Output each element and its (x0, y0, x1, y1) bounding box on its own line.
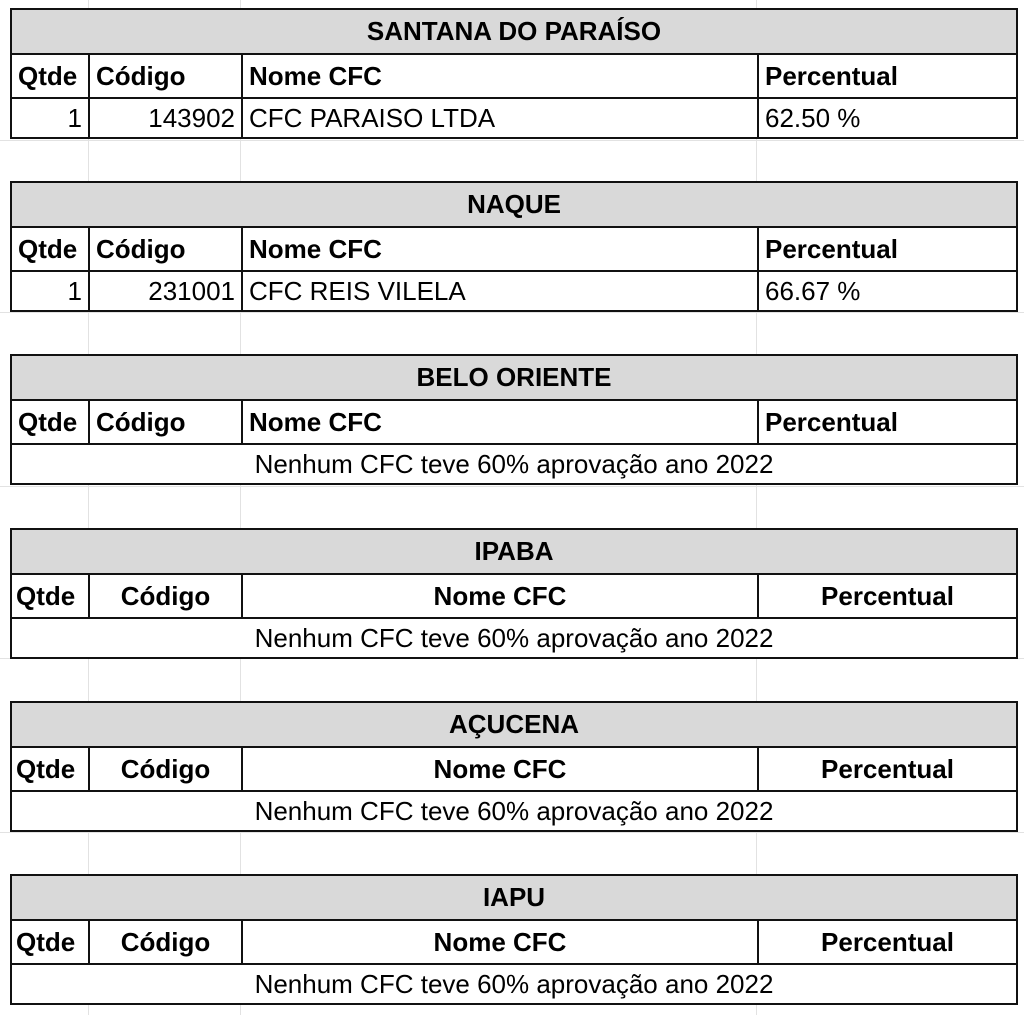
city-table-santana (10, 8, 1016, 137)
cell-codigo[interactable]: 143902 (89, 98, 242, 138)
cell-qtde[interactable]: 1 (11, 98, 89, 138)
gridline (0, 312, 1024, 313)
header-qtde[interactable]: Qtde (11, 747, 89, 791)
header-codigo[interactable]: Código (89, 400, 242, 444)
header-nome[interactable]: Nome CFC (242, 227, 758, 271)
city-title[interactable]: IPABA (11, 529, 1017, 574)
header-percentual[interactable]: Percentual (758, 400, 1017, 444)
header-percentual[interactable]: Percentual (758, 574, 1017, 618)
cell-codigo[interactable]: 231001 (89, 271, 242, 311)
no-result-message[interactable]: Nenhum CFC teve 60% aprovação ano 2022 (11, 791, 1017, 831)
city-title[interactable]: SANTANA DO PARAÍSO (11, 9, 1017, 54)
no-result-message[interactable]: Nenhum CFC teve 60% aprovação ano 2022 (11, 618, 1017, 658)
header-qtde[interactable]: Qtde (11, 54, 89, 98)
header-percentual[interactable]: Percentual (758, 920, 1017, 964)
header-nome[interactable]: Nome CFC (242, 54, 758, 98)
city-table-iapu (10, 874, 1016, 1003)
gridline (0, 832, 1024, 833)
city-title[interactable]: AÇUCENA (11, 702, 1017, 747)
cell-nome[interactable]: CFC REIS VILELA (242, 271, 758, 311)
no-result-message[interactable]: Nenhum CFC teve 60% aprovação ano 2022 (11, 444, 1017, 484)
header-qtde[interactable]: Qtde (11, 400, 89, 444)
header-codigo[interactable]: Código (89, 574, 242, 618)
cell-percentual[interactable]: 66.67 % (758, 271, 1017, 311)
city-title[interactable]: BELO ORIENTE (11, 355, 1017, 400)
gridline (240, 0, 241, 1015)
header-codigo[interactable]: Código (89, 747, 242, 791)
header-codigo[interactable]: Código (89, 227, 242, 271)
header-nome[interactable]: Nome CFC (242, 920, 758, 964)
gridline (756, 0, 757, 1015)
header-percentual[interactable]: Percentual (758, 227, 1017, 271)
header-codigo[interactable]: Código (89, 54, 242, 98)
cell-qtde[interactable]: 1 (11, 271, 89, 311)
header-percentual[interactable]: Percentual (758, 747, 1017, 791)
header-qtde[interactable]: Qtde (11, 920, 89, 964)
header-nome[interactable]: Nome CFC (242, 400, 758, 444)
header-percentual[interactable]: Percentual (758, 54, 1017, 98)
gridline (88, 0, 89, 1015)
cell-nome[interactable]: CFC PARAISO LTDA (242, 98, 758, 138)
city-title[interactable]: NAQUE (11, 182, 1017, 227)
header-qtde[interactable]: Qtde (11, 227, 89, 271)
city-table-acucena (10, 701, 1016, 830)
city-table-naque (10, 181, 1016, 310)
city-table-ipaba (10, 528, 1016, 657)
header-qtde[interactable]: Qtde (11, 574, 89, 618)
gridline (0, 140, 1024, 141)
city-title[interactable]: IAPU (11, 875, 1017, 920)
cell-percentual[interactable]: 62.50 % (758, 98, 1017, 138)
city-table-belo-oriente (10, 354, 1016, 483)
header-nome[interactable]: Nome CFC (242, 747, 758, 791)
no-result-message[interactable]: Nenhum CFC teve 60% aprovação ano 2022 (11, 964, 1017, 1004)
header-nome[interactable]: Nome CFC (242, 574, 758, 618)
gridline (0, 486, 1024, 487)
header-codigo[interactable]: Código (89, 920, 242, 964)
